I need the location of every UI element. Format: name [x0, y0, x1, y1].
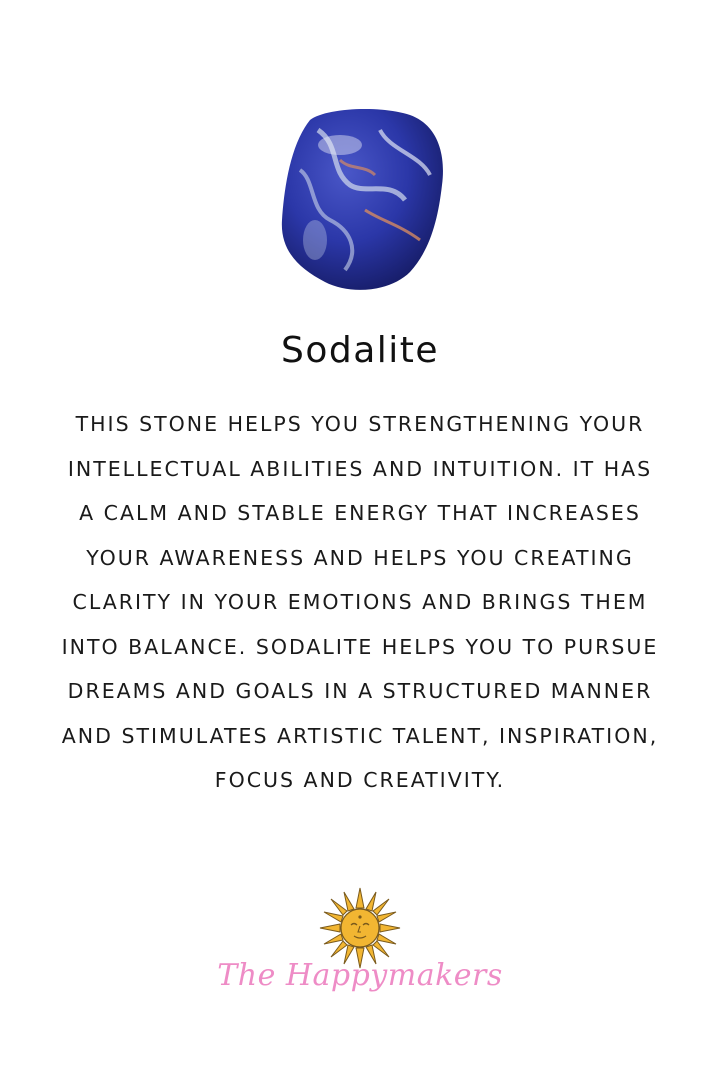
- brand-name: The Happymakers: [217, 958, 503, 993]
- stone-title: Sodalite: [280, 330, 440, 371]
- stone-description: THIS STONE HELPS YOU STRENGTHENING YOUR INTELLECTUAL ABILITIES AND INTUITION. IT HAS A CALM AND STABLE ENERGY THAT INCREASES YOUR AWARENESS AND HELPS YOU CREATING CLARITY IN YOUR EMOTIONS AND BRINGS THEM INTO BALANCE. SODALITE HELPS YOU TO PURSUE DREAMS AND GOALS IN A STRUCTURED MANNER AND STIMULATES ARTISTIC TALENT, INSPIRATION, FOCUS AND CREATIVITY.: [61, 412, 659, 792]
- sodalite-stone-icon: [270, 100, 455, 300]
